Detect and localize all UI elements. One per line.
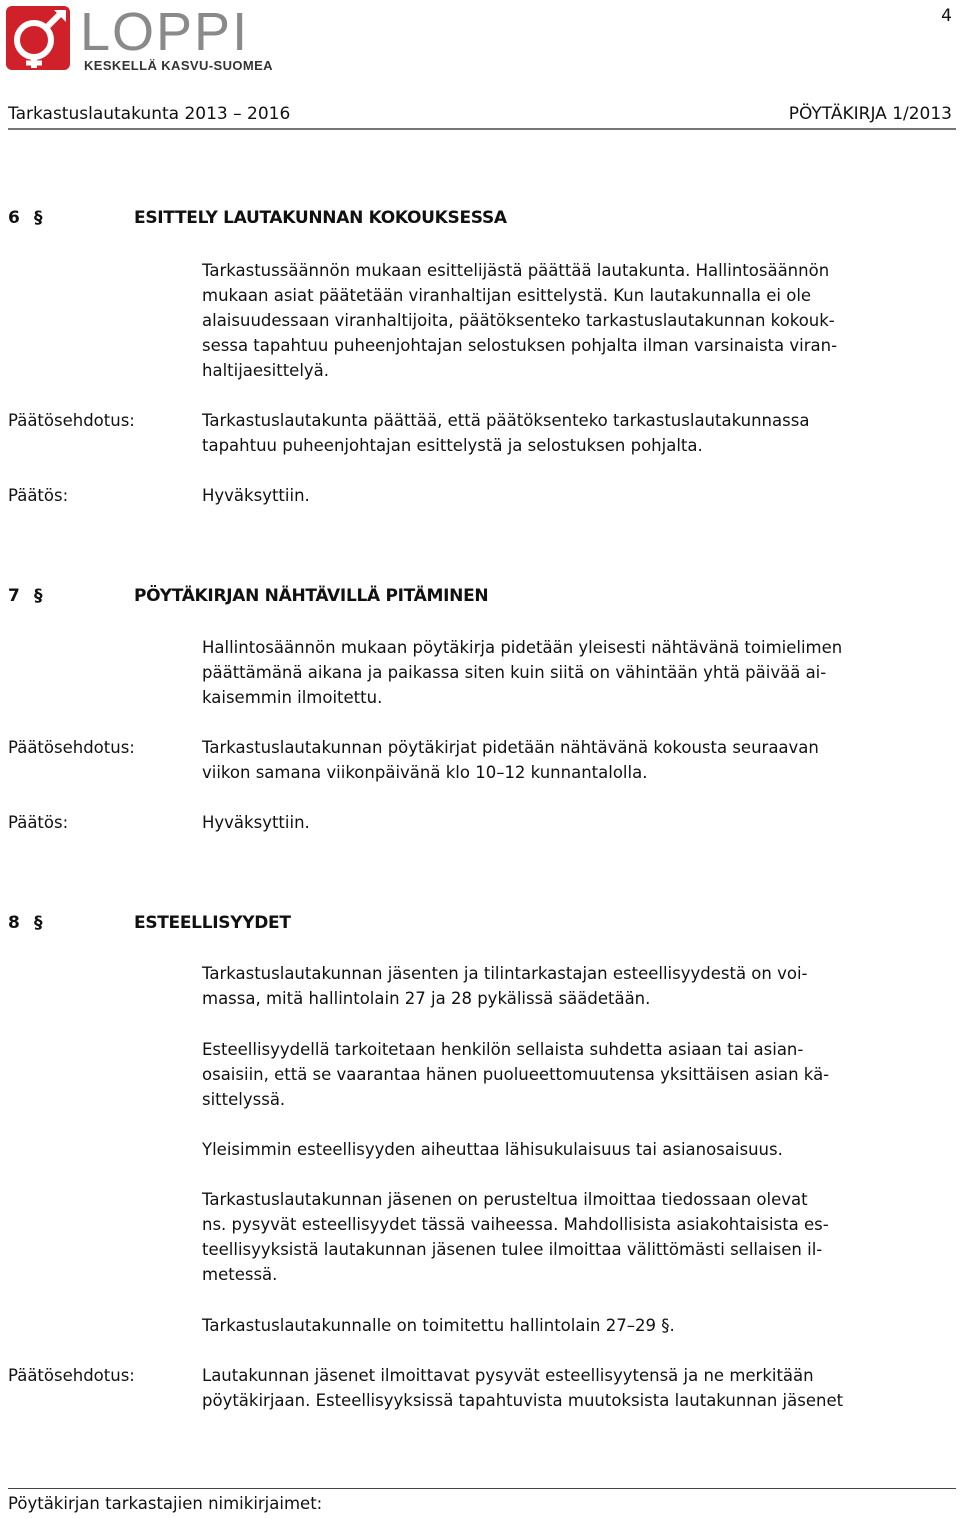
logo-wordmark: LOPPI xyxy=(80,2,250,62)
header-rule xyxy=(8,128,956,130)
section-intro: Tarkastussäännön mukaan esittelijästä päättää lautakunta. Hallintosäännön mukaan asiat päätetään viranhaltijan esittelystä. Kun lautakunnalla ei ole alaisuudessaan viranhaltijoita, päätöksenteko tarkastuslautakunnan kokouk- sessa tapahtuu puheenjohtajan selostuksen pohjalta ilman varsinaista viran- haltijaesittelyä. xyxy=(202,261,838,380)
page-number: 4 xyxy=(941,6,952,26)
section-sign: § xyxy=(34,208,43,228)
section-title: PÖYTÄKIRJAN NÄHTÄVILLÄ PITÄMINEN xyxy=(134,586,489,606)
section-heading-8 xyxy=(8,913,291,933)
footer-initials-label: Pöytäkirjan tarkastajien nimikirjaimet: xyxy=(8,1494,323,1513)
section-number: 6 xyxy=(8,208,20,228)
proposal-text: Tarkastuslautakunnan pöytäkirjat pidetään nähtävänä kokousta seuraavan viikon samana viikonpäivänä klo 10–12 kunnantalolla. xyxy=(202,738,819,782)
paragraph: Yleisimmin esteellisyyden aiheuttaa lähisukulaisuus tai asianosaisuus. xyxy=(202,1140,783,1159)
loppi-logo-mark xyxy=(4,2,294,74)
proposal-label: Päätösehdotus: xyxy=(8,738,135,757)
logo-tagline: KESKELLÄ KASVU-SUOMEA xyxy=(84,58,273,73)
paragraph: Esteellisyydellä tarkoitetaan henkilön sellaista suhdetta asiaan tai asian- osaisiin, että se vaarantaa hänen puolueettomuutensa yksittäisen asian kä- sittelyssä. xyxy=(202,1040,830,1109)
decision-label: Päätös: xyxy=(8,486,69,505)
section-title: ESITTELY LAUTAKUNNAN KOKOUKSESSA xyxy=(134,208,507,228)
proposal-label: Päätösehdotus: xyxy=(8,1366,135,1385)
document-id: PÖYTÄKIRJA 1/2013 xyxy=(788,104,952,124)
section-heading-7 xyxy=(8,586,488,606)
committee-term: Tarkastuslautakunta 2013 – 2016 xyxy=(8,104,291,124)
footer-rule xyxy=(8,1488,956,1489)
decision-text: Hyväksyttiin. xyxy=(202,813,310,832)
section-sign: § xyxy=(34,913,43,933)
section-title: ESTEELLISYYDET xyxy=(134,913,291,933)
proposal-text: Tarkastuslautakunta päättää, että päätöksenteko tarkastuslautakunnassa tapahtuu puheenjohtajan esittelystä ja selostuksen pohjalta. xyxy=(202,411,810,455)
proposal-text: Lautakunnan jäsenet ilmoittavat pysyvät esteellisyytensä ja ne merkitään pöytäkirjaan. Esteellisyyksissä tapahtuvista muutoksista lautakunnan jäsenet xyxy=(202,1366,844,1410)
paragraph: Tarkastuslautakunnan jäsenen on perusteltua ilmoittaa tiedossaan olevat ns. pysyvät esteellisyydet tässä vaiheessa. Mahdollisista asiakohtaisista es- teellisyyksistä lautakunnan jäsenen tulee ilmoittaa välittömästi sellaisen il- metessä. xyxy=(202,1190,829,1284)
section-intro: Hallintosäännön mukaan pöytäkirja pidetään yleisesti nähtävänä toimielimen päättämänä aikana ja paikassa siten kuin siitä on vähintään yhtä päivää ai- kaisemmin ilmoitettu. xyxy=(202,638,843,707)
proposal-label: Päätösehdotus: xyxy=(8,411,135,430)
paragraph: Tarkastuslautakunnan jäsenten ja tilintarkastajan esteellisyydestä on voi- massa, mitä hallintolain 27 ja 28 pykälissä säädetään. xyxy=(202,964,808,1008)
section-sign: § xyxy=(34,586,43,606)
running-header xyxy=(8,104,952,124)
decision-label: Päätös: xyxy=(8,813,69,832)
section-number: 7 xyxy=(8,586,20,606)
section-heading-6 xyxy=(8,208,507,228)
paragraph: Tarkastuslautakunnalle on toimitettu hallintolain 27–29 §. xyxy=(202,1316,675,1335)
section-number: 8 xyxy=(8,913,20,933)
municipality-logo xyxy=(4,2,294,74)
decision-text: Hyväksyttiin. xyxy=(202,486,310,505)
